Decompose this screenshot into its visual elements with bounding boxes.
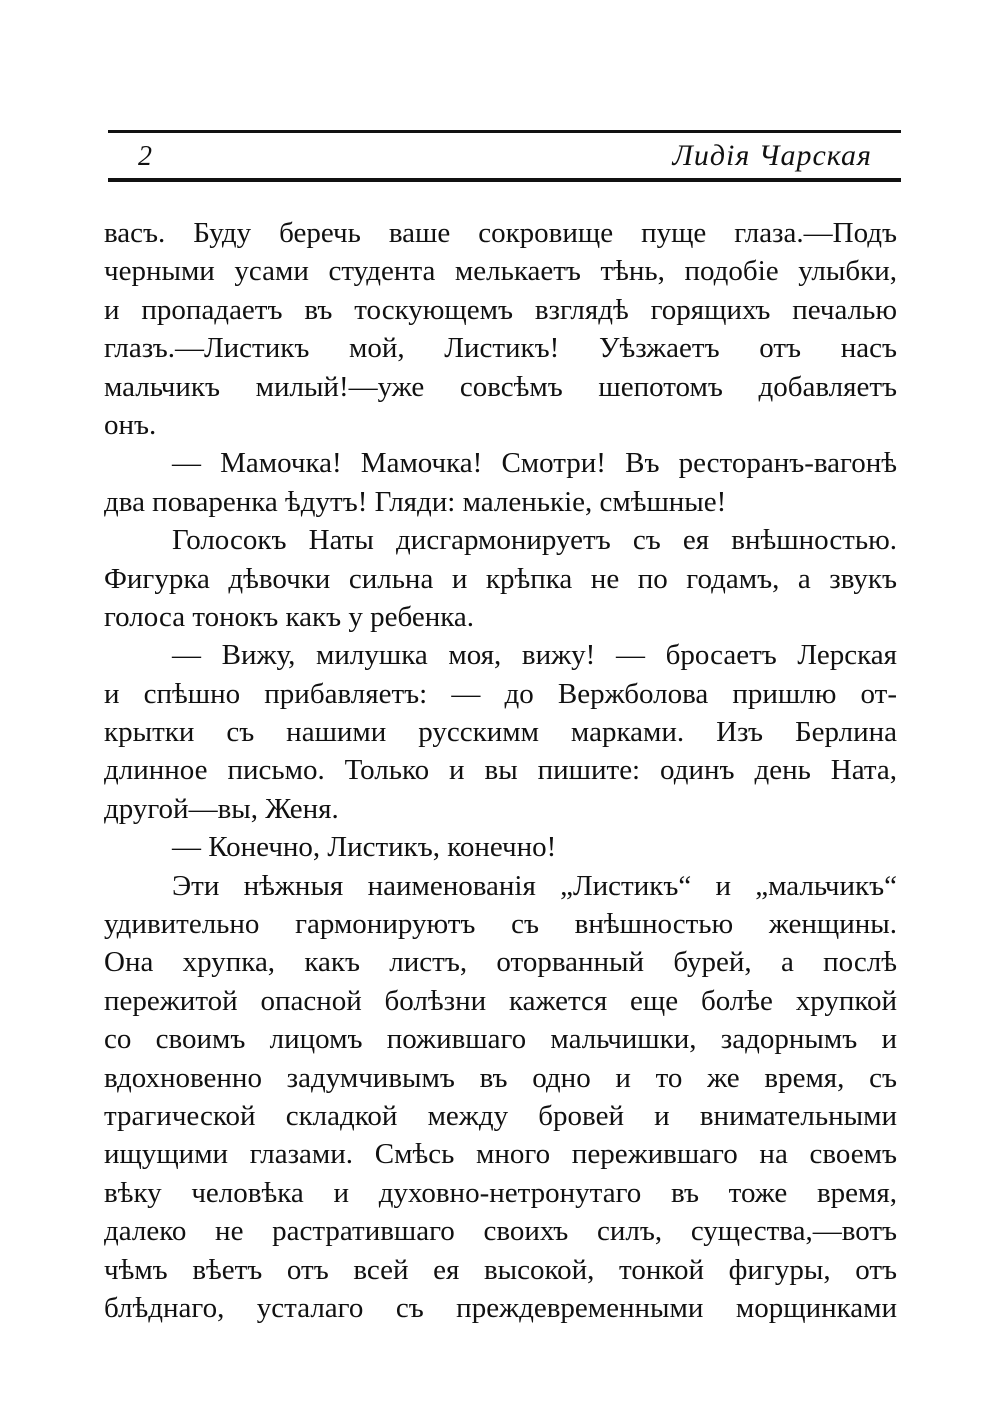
text-line: трагической складкой между бровей и внимательными [104,1099,897,1132]
text-line: вѣку человѣка и духовно-нетронутаго въ тоже время, [104,1176,897,1209]
text-line: — Конечно, Листикъ, конечно! [172,831,557,864]
text-line: глазъ.—Листикъ мой, Листикъ! Уѣзжаетъ отъ насъ [104,332,897,365]
text-line: чѣмъ вѣетъ отъ всей ея высокой, тонкой фигуры, отъ [104,1253,897,1286]
text-line: удивительно гармонируютъ съ внѣшностью женщины. [104,908,897,941]
text-line: другой—вы, Женя. [104,792,339,825]
text-line: онъ. [104,408,157,441]
header-rule-top [108,130,901,133]
text-line: васъ. Буду беречь ваше сокровище пуще глаза.—Подъ [104,217,897,249]
text-line: и спѣшно прибавляетъ: — до Вержболова пришлю от- [104,677,897,710]
text-line: блѣднаго, усталаго съ преждевременными морщинками [104,1291,897,1324]
text-line: Она хрупка, какъ листъ, оторванный бурей, а послѣ [104,946,897,979]
text-line: длинное письмо. Только и вы пишите: одинъ день Ната, [104,754,897,787]
text-line: вдохновенно задумчивымъ въ одно и то же время, съ [104,1061,897,1094]
text-line: Фигурка дѣвочки сильна и крѣпка не по годамъ, а звукъ [104,562,897,595]
text-line: ищущими глазами. Смѣсь много пережившаго на своемъ [104,1138,897,1171]
text-line: и пропадаетъ въ тоскующемъ взглядѣ горящихъ печалью [104,293,897,326]
text-line: — Мамочка! Мамочка! Смотри! Въ ресторанъ-вагонѣ [172,447,897,480]
page-number: 2 [138,141,152,172]
text-line: два поваренка ѣдутъ! Гляди: маленькіе, смѣшные! [104,485,727,518]
text-line: — Вижу, милушка моя, вижу! — бросаетъ Лерская [172,639,897,672]
text-line: черными усами студента мелькаетъ тѣнь, подобіе улыбки, [104,255,897,288]
running-title: Лидія Чарская [672,139,872,172]
text-line: мальчикъ милый!—уже совсѣмъ шепотомъ добавляетъ [104,370,897,403]
text-body [104,214,897,1327]
text-line: со своимъ лицомъ пожившаго мальчишки, задорнымъ и [104,1023,897,1056]
text-line: Эти нѣжныя наименованія „Листикъ“ и „мальчикъ“ [172,869,897,902]
header-rule-bottom [108,178,901,182]
text-line: крытки съ нашими русскимм марками. Изъ Берлина [104,716,897,749]
text-line: голоса тонокъ какъ у ребенка. [104,600,474,633]
text-line: далеко не растратившаго своихъ силъ, существа,—вотъ [104,1215,897,1248]
text-line: пережитой опасной болѣзни кажется еще болѣе хрупкой [104,984,897,1017]
text-line: Голосокъ Наты дисгармонируетъ съ ея внѣшностью. [172,524,897,557]
